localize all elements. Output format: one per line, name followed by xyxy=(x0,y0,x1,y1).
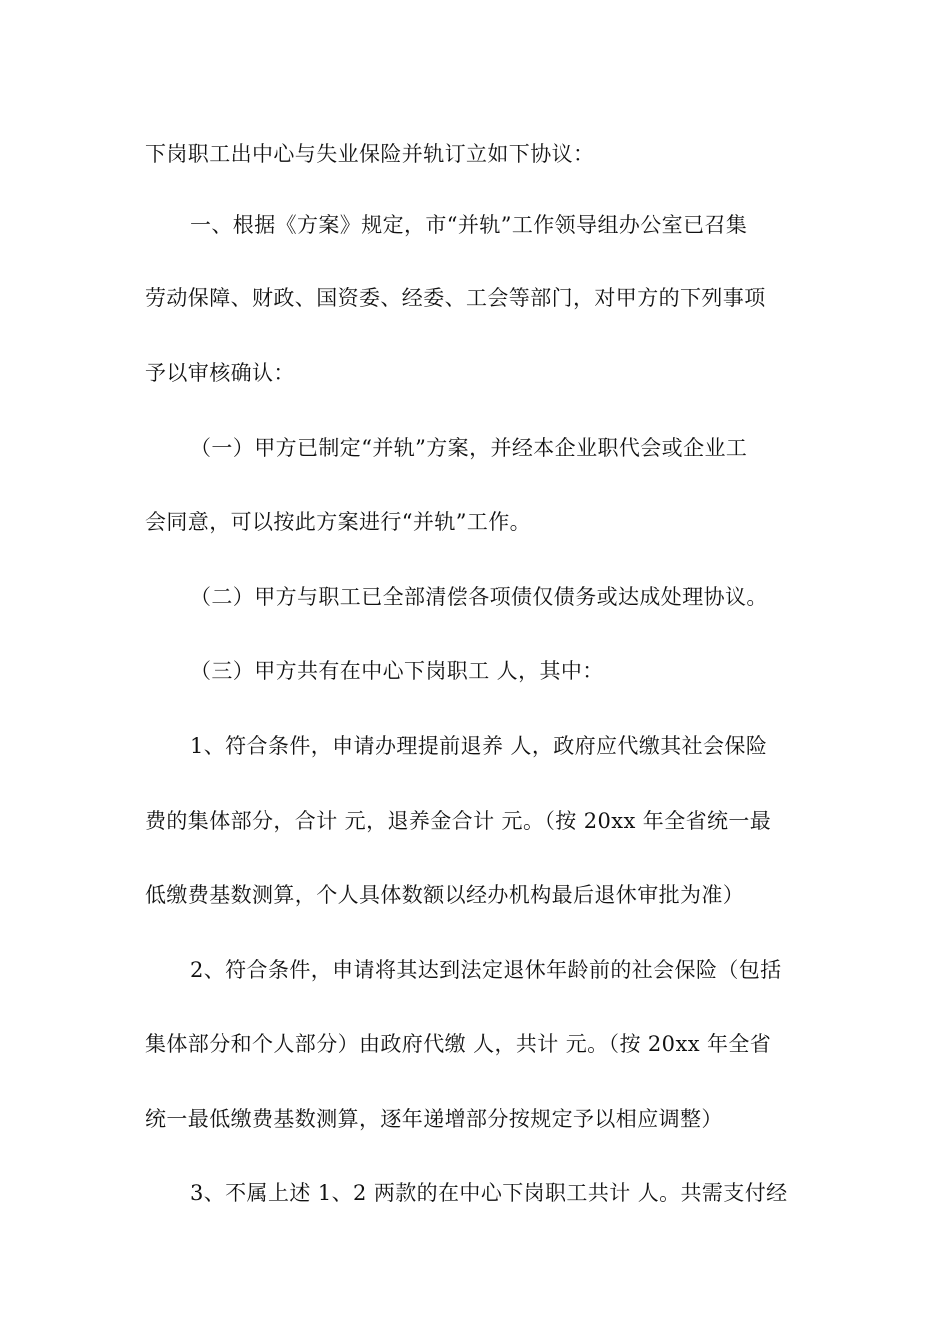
paragraph-line: （一）甲方已制定“并轨”方案，并经本企业职代会或企业工 xyxy=(190,436,748,460)
paragraph-line: 集体部分和个人部分）由政府代缴 人，共计 元。（按 20xx 年全省 xyxy=(145,1032,772,1056)
paragraph-line: 3、不属上述 1、2 两款的在中心下岗职工共计 人。共需支付经 xyxy=(190,1181,788,1205)
paragraph-line: 会同意，可以按此方案进行“并轨”工作。 xyxy=(145,510,532,534)
paragraph-line: 一、根据《方案》规定，市“并轨”工作领导组办公室已召集 xyxy=(190,213,748,237)
paragraph-line: 统一最低缴费基数测算，逐年递增部分按规定予以相应调整） xyxy=(145,1107,723,1131)
paragraph-line: 下岗职工出中心与失业保险并轨订立如下协议： xyxy=(145,142,595,166)
paragraph-line: 1、符合条件，申请办理提前退养 人，政府应代缴其社会保险 xyxy=(190,734,768,758)
paragraph-line: 劳动保障、财政、国资委、经委、工会等部门，对甲方的下列事项 xyxy=(145,286,766,310)
paragraph-line: 费的集体部分，合计 元，退养金合计 元。（按 20xx 年全省统一最 xyxy=(145,809,772,833)
paragraph-line: 低缴费基数测算，个人具体数额以经办机构最后退休审批为准） xyxy=(145,883,745,907)
paragraph-line: （二）甲方与职工已全部清偿各项债仅债务或达成处理协议。 xyxy=(190,585,768,609)
paragraph-line: 2、符合条件，申请将其达到法定退休年龄前的社会保险（包括 xyxy=(190,958,782,982)
paragraph-line: （三）甲方共有在中心下岗职工 人，其中： xyxy=(190,659,604,683)
paragraph-line: 予以审核确认： xyxy=(145,361,295,385)
